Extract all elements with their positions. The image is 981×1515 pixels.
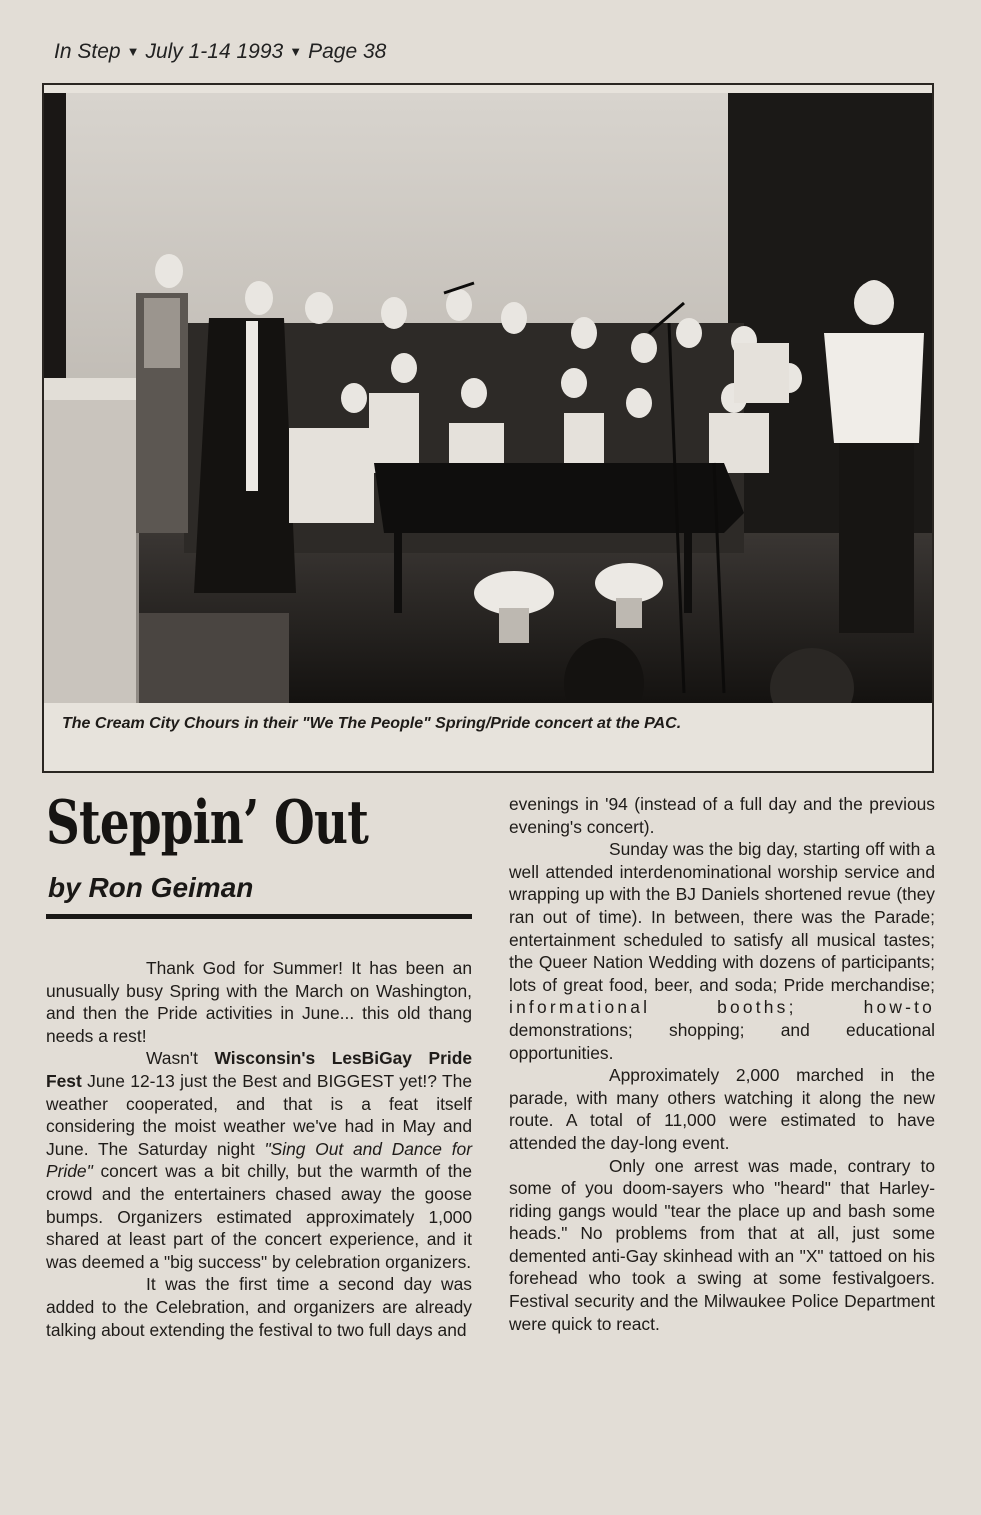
paragraph: It was the first time a second day was added to the Celebration, and organizers are already talking about extending the festival to two full days and <box>46 1274 472 1340</box>
paragraph: Sunday was the big day, starting off with a well attended interdenominational worship service and wrapping up with the BJ Daniels shortened revue (they ran out of time). In between, there was the Parade; entertainment scheduled to satisfy all musical tastes; the Queer Nation Wedding with dozens of participants; lots of great food, beer, and soda; Pride merchandise; informational booths; how-to demonstrations; shopping; and educational opportunities. <box>509 839 935 1063</box>
paragraph: Wasn't Wisconsin's LesBiGay Pride Fest June 12-13 just the Best and BIGGEST yet!? The weather cooperated, and that is a feat itself considering the moist weather we've had in May and June. The Saturday night "Sing Out and Dance for Pride" concert was a bit chilly, but the warmth of the crowd and the entertainers chased away the goose bumps. Organizers estimated approximately 1,000 shared at least part of the concert experience, and it was deemed a "big success" by celebration organizers. <box>46 1048 473 1272</box>
separator-arrow-icon: ▼ <box>289 44 303 59</box>
article-headline: Steppin’ Out <box>46 788 369 858</box>
choir-concert-photo <box>44 93 932 703</box>
article-byline: by Ron Geiman <box>48 872 254 903</box>
concert-title: "Sing Out and Dance for Pride" <box>46 1138 473 1182</box>
page-number: Page 38 <box>308 40 387 63</box>
article-column-right <box>509 793 935 1335</box>
publication-name: In Step <box>54 40 121 63</box>
photo-caption: The Cream City Chours in their "We The People" Spring/Pride concert at the PAC. <box>62 715 682 732</box>
photo-frame <box>42 83 934 773</box>
article-column-left <box>46 957 472 1341</box>
paragraph: Only one arrest was made, contrary to some of you doom-sayers who "heard" that Harley-riding gangs would "tear the place up and bash some heads." No problems from that at all, just some demented anti-Gay skinhead with an "X" tattoed on his forehead who took a swing at some festivalgoers. Festival security and the Milwaukee Police Department were quick to react. <box>509 1155 935 1334</box>
paragraph: evenings in '94 (instead of a full day and the previous evening's concert). <box>509 794 935 837</box>
event-name: Wisconsin's LesBiGay Pride Fest <box>46 1048 472 1091</box>
separator-arrow-icon: ▼ <box>126 44 140 59</box>
issue-date: July 1-14 1993 <box>145 40 284 63</box>
headline-rule <box>46 914 472 919</box>
paragraph: Thank God for Summer! It has been an unusually busy Spring with the March on Washington, and then the Pride activities in June... this old thang needs a rest! <box>46 958 472 1046</box>
page-header <box>54 40 386 64</box>
paragraph: Approximately 2,000 marched in the parade, with many others watching it along the new route. A total of 11,000 were estimated to have attended the day-long event. <box>509 1065 935 1153</box>
